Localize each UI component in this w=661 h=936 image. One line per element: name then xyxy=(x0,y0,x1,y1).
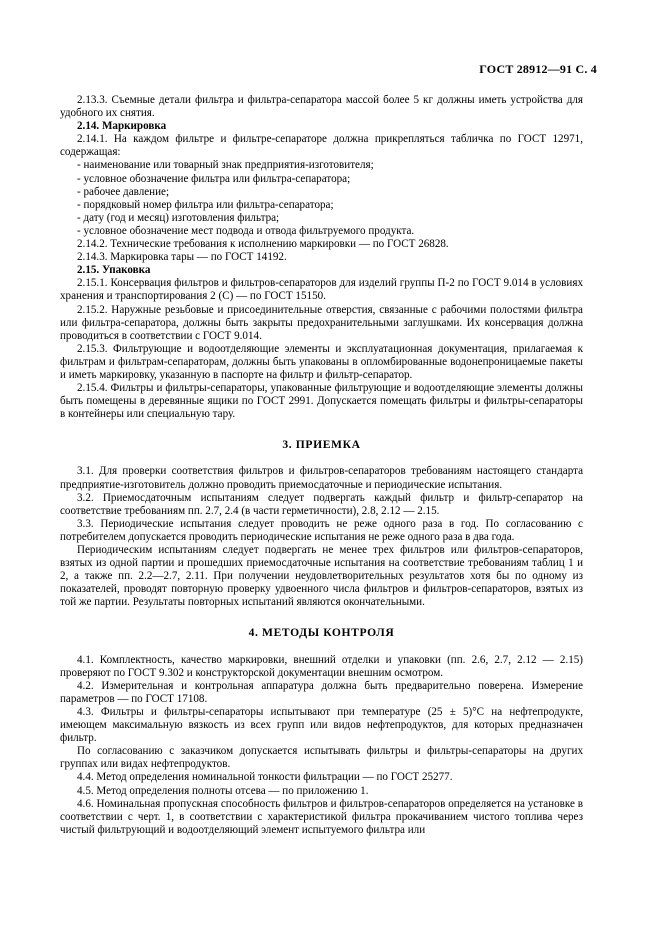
paragraph-4-4: 4.4. Метод определения номинальной тонкости фильтрации — по ГОСТ 25277. xyxy=(77,771,453,784)
paragraph-3-3-continued: Периодическим испытаниям следует подвергать не менее трех фильтров или фильтров-сепараторов, взятых из одной партии и прошедших приемосдаточные испытания на соответствие требованиям таблиц 1 и 2, а также пп. 2.2—2.7, 2.11. При получении неудовлетворительных результатов хотя бы по одному из показателей, проводят повторную проверку удвоенного числа фильтров и фильтров-сепараторов, взятых из той же партии. Результаты повторных испытаний являются окончательными. xyxy=(60,544,583,609)
page-content xyxy=(60,94,583,837)
paragraph-4-3: 4.3. Фильтры и фильтры-сепараторы испытывают при температуре (25 ± 5)°С на нефтепродукте, имеющем максимальную вязкость из всех групп или видов нефтепродуктов, для которых предназначен фильтр. xyxy=(60,705,583,745)
paragraph-2-14-1: 2.14.1. На каждом фильтре и фильтре-сепараторе должна прикрепляться табличка по ГОСТ 12971, содержащая: xyxy=(60,133,583,159)
paragraph-2-14-2: 2.14.2. Технические требования к исполнению маркировки — по ГОСТ 26828. xyxy=(77,238,449,251)
list-item: - наименование или товарный знак предприятия-изготовителя; xyxy=(77,159,374,172)
paragraph-2-15-2: 2.15.2. Наружные резьбовые и присоединительные отверстия, связанные с рабочими полостями фильтра или фильтра-сепаратора, должны быть закрыты предохранительными заглушками. Их консервация должна проводиться в соответствии с ГОСТ 9.014. xyxy=(60,303,583,342)
section-title-acceptance: 3. ПРИЕМКА xyxy=(282,438,361,452)
page-header: ГОСТ 28912—91 С. 4 xyxy=(479,62,597,76)
paragraph-2-14-3: 2.14.3. Маркировка тары — по ГОСТ 14192. xyxy=(77,251,287,264)
list-item: - рабочее давление; xyxy=(77,185,170,198)
paragraph-2-15-3: 2.15.3. Фильтрующие и водоотделяющие элементы и эксплуатационная документация, прилагаемая к фильтрам и фильтрам-сепараторам, должны быть упакованы в опломбированные водонепроницаемые пакеты и иметь маркировку, указанную в паспорте на фильтр и фильтр-сепаратор. xyxy=(60,342,583,381)
list-item: - дату (год и месяц) изготовления фильтра; xyxy=(77,211,280,224)
paragraph-2-15-1: 2.15.1. Консервация фильтров и фильтров-сепараторов для изделий группы П-2 по ГОСТ 9.014 в условиях хранения и транспортирования 2 (С) — по ГОСТ 15150. xyxy=(60,277,583,303)
paragraph-3-1: 3.1. Для проверки соответствия фильтров и фильтров-сепараторов требованиям настоящего стандарта предприятие-изготовитель должно проводить приемосдаточные и периодические испытания. xyxy=(60,465,583,491)
paragraph-4-1: 4.1. Комплектность, качество маркировки, внешний отделки и упаковки (пп. 2.6, 2.7, 2.12 — 2.15) проверяют по ГОСТ 9.302 и конструкторской документации внешним осмотром. xyxy=(60,653,583,679)
heading-2-15: 2.15. Упаковка xyxy=(77,264,151,277)
paragraph-4-6: 4.6. Номинальная пропускная способность фильтров и фильтров-сепараторов определяется на установке в соответствии с черт. 1, в соответствии с характеристикой фильтра прокачиванием чистого топлива через чистый фильтрующий и водоотделяющий элемент испытуемого фильтра или xyxy=(60,797,583,836)
paragraph-4-2: 4.2. Измерительная и контрольная аппаратура должна быть предварительно поверена. Измерение параметров — по ГОСТ 17108. xyxy=(60,679,583,705)
list-item: - условное обозначение мест подвода и отвода фильтруемого продукта. xyxy=(77,224,415,237)
section-title-control-methods: 4. МЕТОДЫ КОНТРОЛЯ xyxy=(248,626,395,640)
list-item: - условное обозначение фильтра или фильтра-сепаратора; xyxy=(77,172,351,185)
list-item: - порядковый номер фильтра или фильтра-сепаратора; xyxy=(77,198,334,211)
heading-2-14: 2.14. Маркировка xyxy=(77,120,167,133)
paragraph-3-3: 3.3. Периодические испытания следует проводить не реже одного раза в год. По согласованию с потребителем допускается проводить периодические испытания не реже одного раза в два года. xyxy=(60,517,583,543)
paragraph-4-3-continued: По согласованию с заказчиком допускается испытывать фильтры и фильтры-сепараторы на других группах или видах нефтепродуктов. xyxy=(60,745,583,771)
paragraph-4-5: 4.5. Метод определения полноты отсева — по приложению 1. xyxy=(77,784,369,797)
paragraph-3-2: 3.2. Приемосдаточным испытаниям следует подвергать каждый фильтр и фильтр-сепаратор на соответствие требованиям пп. 2.7, 2.4 (в части герметичности), 2.8, 2.12 — 2.15. xyxy=(60,491,583,517)
paragraph-2-15-4: 2.15.4. Фильтры и фильтры-сепараторы, упакованные фильтрующие и водоотделяющие элементы должны быть помещены в деревянные ящики по ГОСТ 2991. Допускается помещать фильтры и фильтры-сепараторы в контейнеры или специальную тару. xyxy=(60,382,583,421)
paragraph-2-13-3: 2.13.3. Съемные детали фильтра и фильтра-сепаратора массой более 5 кг должны иметь устройства для удобного их снятия. xyxy=(60,94,583,120)
